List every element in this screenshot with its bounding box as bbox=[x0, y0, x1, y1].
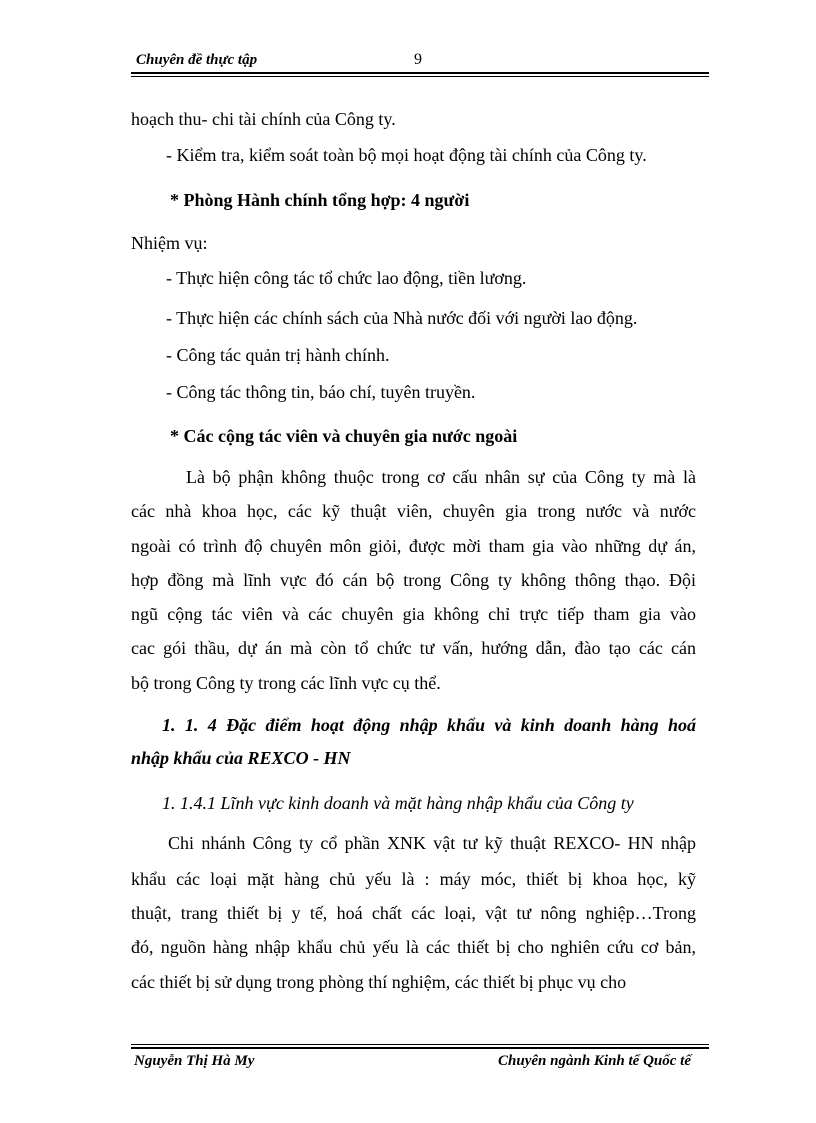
header-rule-thin bbox=[131, 76, 709, 77]
bullet-item: - Thực hiện các chính sách của Nhà nước đối với người lao động. bbox=[166, 308, 638, 328]
body-line: hoạch thu- chi tài chính của Công ty. bbox=[131, 109, 396, 129]
sub-subsection-heading: 1. 1.4.1 Lĩnh vực kinh doanh và mặt hàng nhập khẩu của Công ty bbox=[162, 793, 634, 813]
subsection-heading: 1. 1. 4 Đặc điểm hoạt động nhập khẩu và kinh doanh hàng hoá bbox=[162, 715, 696, 735]
paragraph-line: các nhà khoa học, các kỹ thuật viên, chuyên gia trong nước và nước bbox=[131, 501, 696, 521]
footer-author: Nguyễn Thị Hà My bbox=[134, 1053, 255, 1069]
page-number: 9 bbox=[414, 51, 422, 68]
paragraph-line: bộ trong Công ty trong các lĩnh vực cụ thể. bbox=[131, 673, 441, 693]
body-line: Nhiệm vụ: bbox=[131, 233, 208, 253]
paragraph-line: khẩu các loại mặt hàng chủ yếu là : máy móc, thiết bị khoa học, kỹ bbox=[131, 869, 696, 889]
paragraph-line: ngũ cộng tác viên và các chuyên gia không chỉ trực tiếp tham gia vào bbox=[131, 604, 696, 624]
footer-rule-thin bbox=[131, 1044, 709, 1045]
page-footer bbox=[131, 1053, 709, 1075]
paragraph-line: đó, nguồn hàng nhập khẩu chủ yếu là các thiết bị cho nghiên cứu cơ bản, bbox=[131, 937, 696, 957]
header-rule-thick bbox=[131, 72, 709, 74]
section-heading: * Các cộng tác viên và chuyên gia nước ngoài bbox=[170, 426, 518, 446]
page-header bbox=[131, 51, 709, 71]
paragraph-line: ngoài có trình độ chuyên môn giỏi, được mời tham gia vào những dự án, bbox=[131, 536, 696, 556]
paragraph-line: các thiết bị sử dụng trong phòng thí nghiệm, các thiết bị phục vụ cho bbox=[131, 972, 627, 992]
paragraph-line: hợp đồng mà lĩnh vực đó cán bộ trong Công ty không thông thạo. Đội bbox=[131, 570, 696, 590]
paragraph-line: Chi nhánh Công ty cổ phần XNK vật tư kỹ thuật REXCO- HN nhập bbox=[168, 833, 696, 853]
footer-major: Chuyên ngành Kinh tế Quốc tế bbox=[498, 1053, 691, 1069]
bullet-item: - Kiểm tra, kiểm soát toàn bộ mọi hoạt động tài chính của Công ty. bbox=[166, 145, 647, 165]
section-heading: * Phòng Hành chính tổng hợp: 4 người bbox=[170, 190, 470, 210]
footer-rule-thick bbox=[131, 1047, 709, 1049]
bullet-item: - Thực hiện công tác tổ chức lao động, tiền lương. bbox=[166, 268, 527, 288]
paragraph-line: thuật, trang thiết bị y tế, hoá chất các loại, vật tư nông nghiệp…Trong bbox=[131, 903, 696, 923]
paragraph-line: cac gói thầu, dự án mà còn tổ chức tư vấn, hướng dẫn, đào tạo các cán bbox=[131, 638, 696, 658]
subsection-heading-cont: nhập khẩu của REXCO - HN bbox=[131, 748, 351, 768]
bullet-item: - Công tác thông tin, báo chí, tuyên truyền. bbox=[166, 382, 476, 402]
header-title: Chuyên đề thực tập bbox=[136, 52, 258, 68]
paragraph-line: Là bộ phận không thuộc trong cơ cấu nhân sự của Công ty mà là bbox=[186, 467, 696, 487]
bullet-item: - Công tác quản trị hành chính. bbox=[166, 345, 390, 365]
